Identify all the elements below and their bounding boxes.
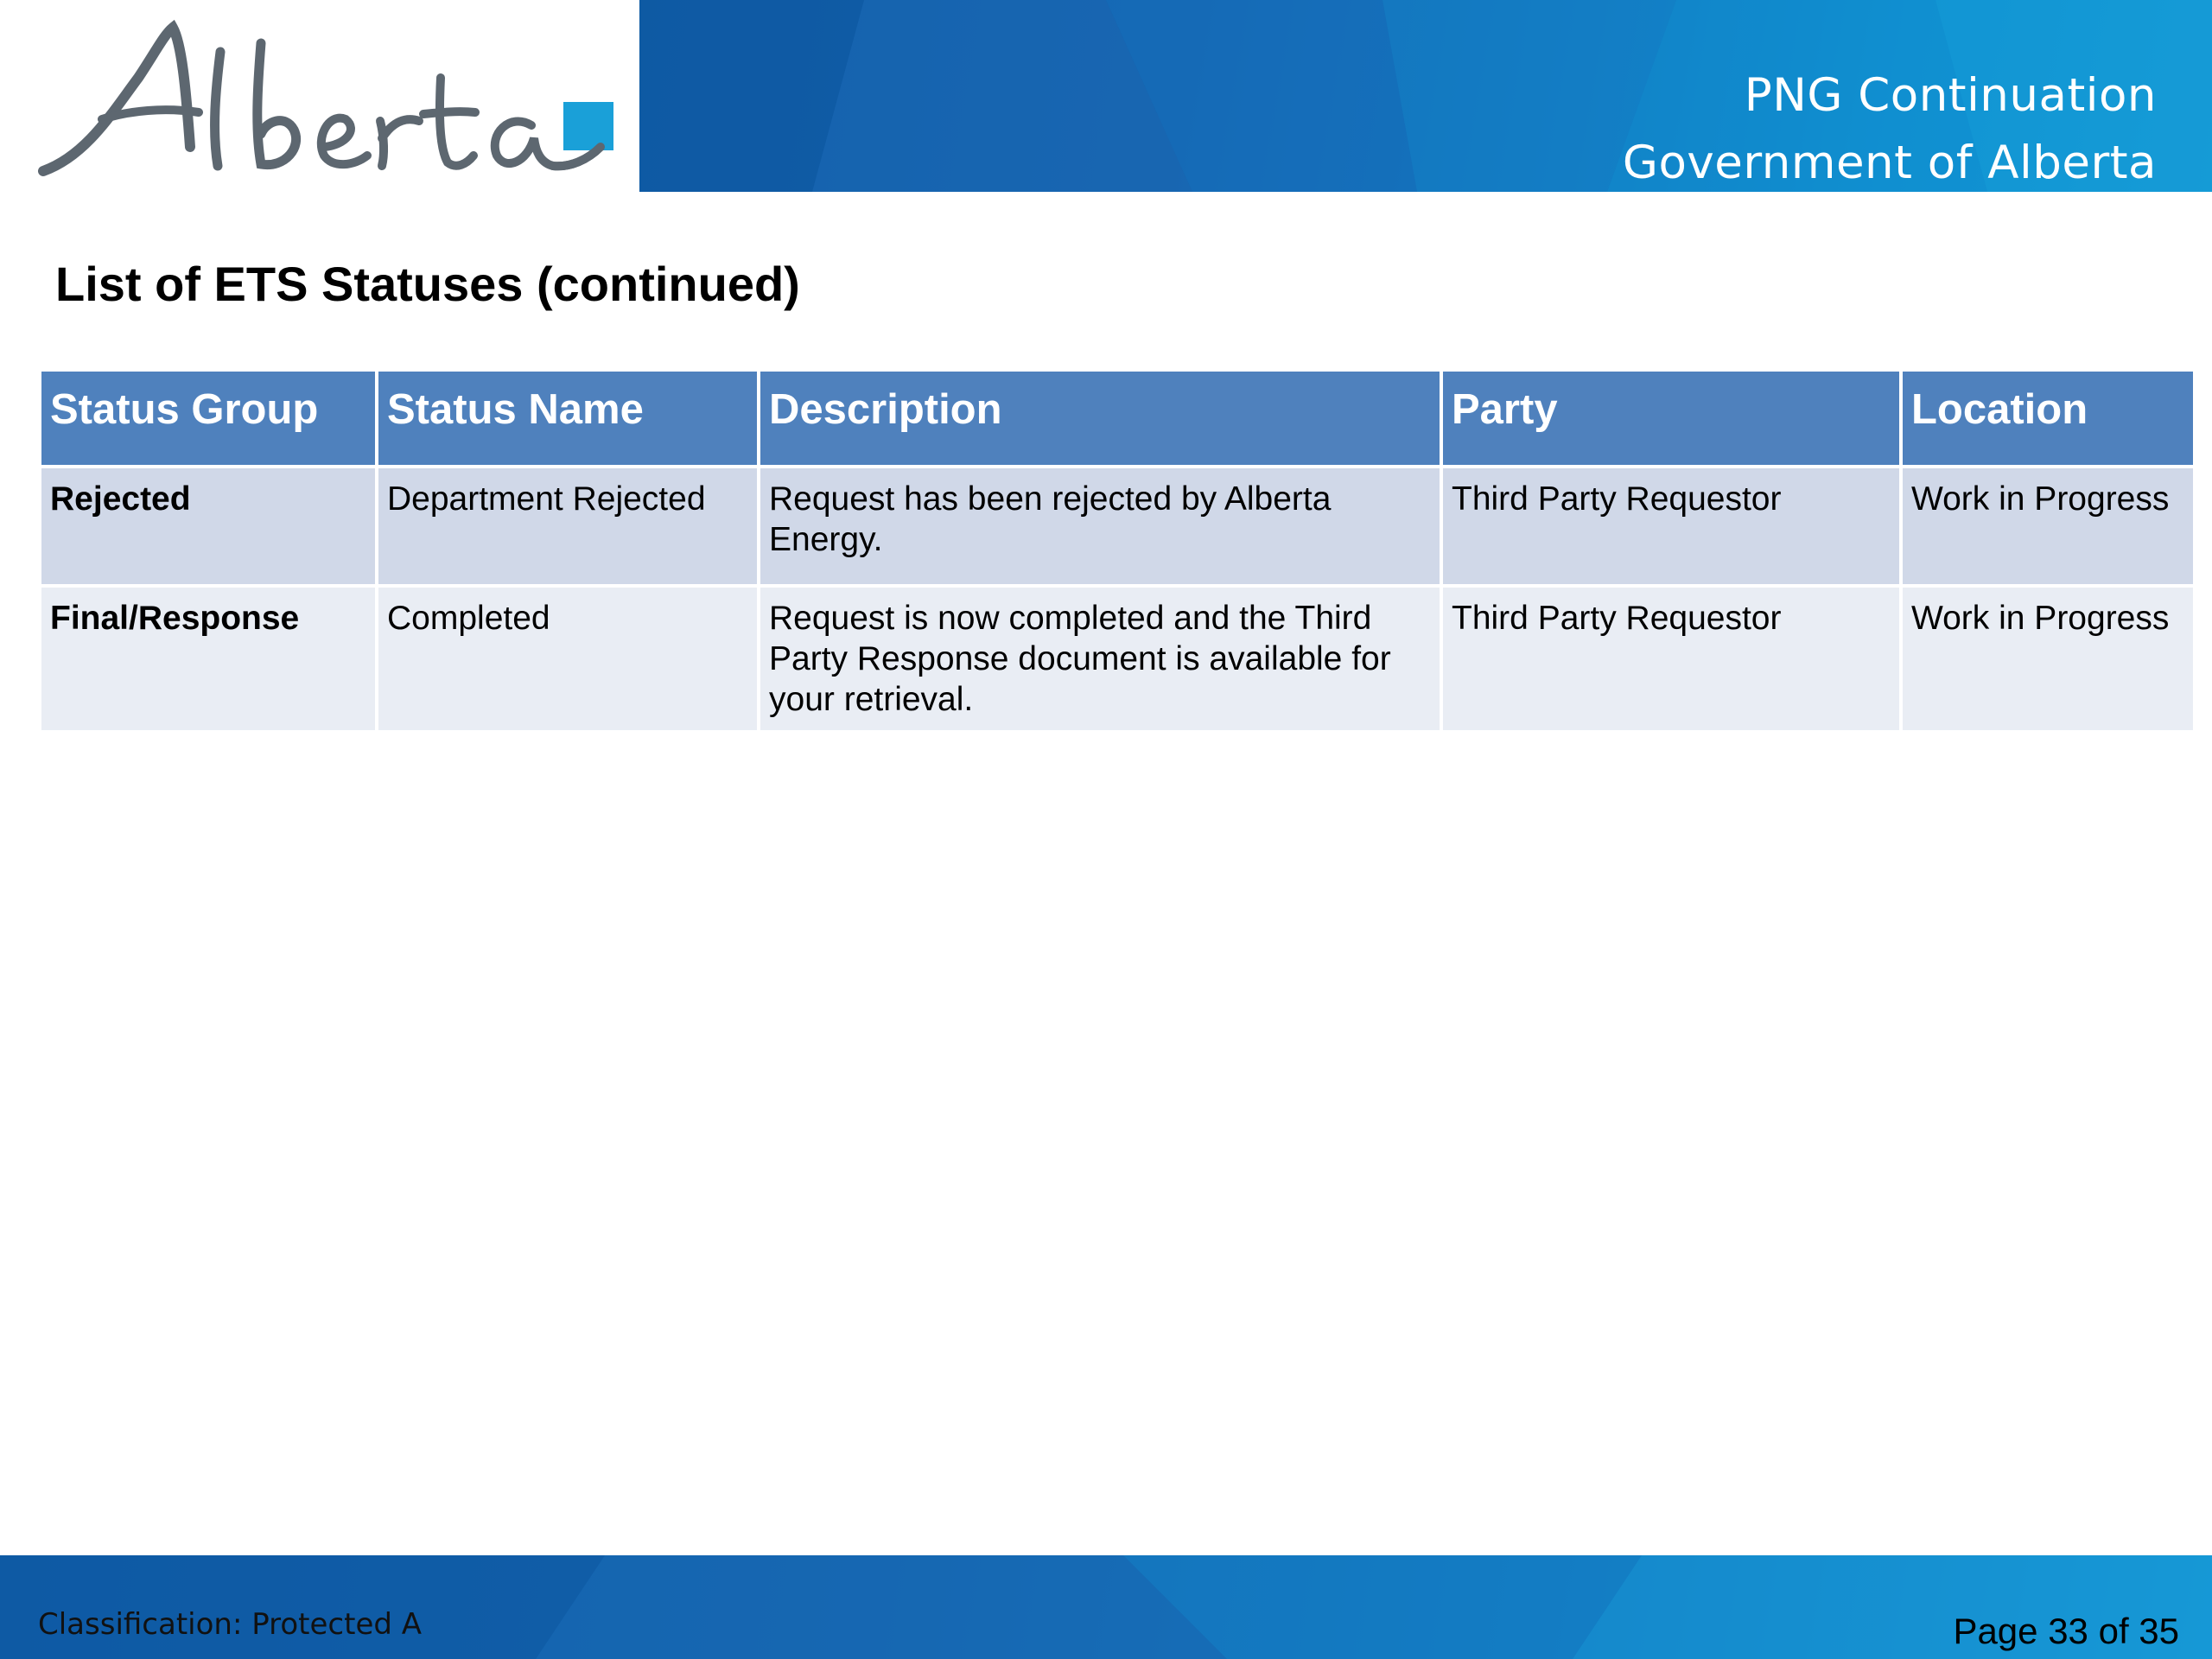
column-header-description: Description: [760, 372, 1440, 465]
column-header-status-group: Status Group: [41, 372, 375, 465]
party-cell: Third Party Requestor: [1443, 468, 1899, 584]
logo-area: [0, 0, 639, 192]
status-name-cell: Department Rejected: [378, 468, 757, 584]
header-title-line1: PNG Continuation: [1744, 69, 2157, 122]
column-header-party: Party: [1443, 372, 1899, 465]
status-group-cell: Final/Response: [41, 588, 375, 730]
slide-footer: [0, 1555, 2212, 1659]
slide-header: [0, 0, 2212, 192]
header-banner: [639, 0, 2212, 192]
location-cell: Work in Progress: [1903, 468, 2193, 584]
description-cell: Request is now completed and the Third Party Response document is available for your retrieval.: [760, 588, 1440, 730]
description-cell: Request has been rejected by Alberta Energy.: [760, 468, 1440, 584]
page-title: List of ETS Statuses (continued): [55, 257, 800, 311]
column-header-location: Location: [1903, 372, 2193, 465]
classification-label: Classification: Protected A: [38, 1607, 423, 1642]
column-header-status-name: Status Name: [378, 372, 757, 465]
header-title: [1623, 62, 2157, 192]
page-number: Page 33 of 35: [1953, 1611, 2179, 1651]
status-name-cell: Completed: [378, 588, 757, 730]
party-cell: Third Party Requestor: [1443, 588, 1899, 730]
status-group-cell: Rejected: [41, 468, 375, 584]
table-row: [41, 588, 2193, 730]
header-title-line2: Government of Alberta: [1622, 137, 2157, 189]
location-cell: Work in Progress: [1903, 588, 2193, 730]
table-header-row: [41, 372, 2193, 465]
alberta-logo: [35, 17, 631, 181]
status-table: [38, 368, 2196, 734]
table-row: [41, 468, 2193, 584]
